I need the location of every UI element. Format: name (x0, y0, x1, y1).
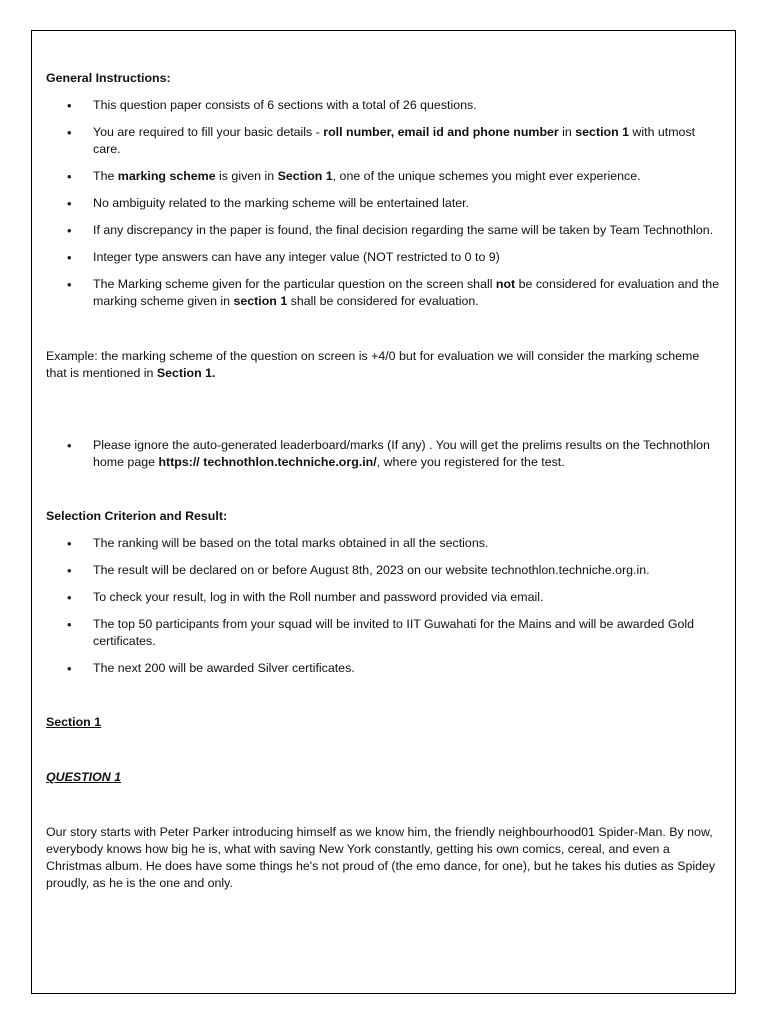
general-instructions-list (46, 97, 722, 310)
list-item: • The marking scheme is given in Section 1, one of the unique schemes you might ever experience. (46, 168, 722, 185)
list-item: • The next 200 will be awarded Silver certificates. (46, 660, 722, 677)
list-item: • Please ignore the auto-generated leaderboard/marks (If any) . You will get the prelims results on the Technothlon home page https:// technothlon.techniche.org.in/, where you registered for the test. (46, 437, 722, 471)
list-item: • Integer type answers can have any integer value (NOT restricted to 0 to 9) (46, 249, 722, 266)
ignore-list (46, 437, 722, 471)
list-item: • The Marking scheme given for the particular question on the screen shall not be considered for evaluation and the marking scheme given in section 1 shall be considered for evaluation. (46, 276, 722, 310)
question-1-title: QUESTION 1 (46, 770, 122, 784)
list-item: • This question paper consists of 6 sections with a total of 26 questions. (46, 97, 722, 114)
list-item: • No ambiguity related to the marking scheme will be entertained later. (46, 195, 722, 212)
section-1-title: Section 1 (46, 715, 102, 729)
list-item: • The result will be declared on or before August 8th, 2023 on our website technothlon.techniche.org.in. (46, 562, 722, 579)
selection-list (46, 535, 722, 677)
question-1-text: Our story starts with Peter Parker introducing himself as we know him, the friendly neighbourhood01 Spider-Man. By now, everybody knows how big he is, what with saving New York constantly, getting his own comics, cereal, and even a Christmas album. He does have some things he's not proud of (the emo dance, for one), but he takes his duties as Spidey proudly, as he is the one and only. (46, 825, 716, 890)
document-body (46, 70, 722, 892)
list-item: • To check your result, log in with the Roll number and password provided via email. (46, 589, 722, 606)
list-item: • If any discrepancy in the paper is found, the final decision regarding the same will be taken by Team Technothlon. (46, 222, 722, 239)
list-item: • You are required to fill your basic details - roll number, email id and phone number in section 1 with utmost care. (46, 124, 722, 158)
example-paragraph: Example: the marking scheme of the question on screen is +4/0 but for evaluation we will consider the marking scheme that is mentioned in Section 1. (46, 349, 700, 380)
selection-criterion-heading: Selection Criterion and Result: (46, 509, 228, 523)
home-page-url: https:// technothlon.techniche.org.in/ (158, 455, 377, 469)
list-item: • The ranking will be based on the total marks obtained in all the sections. (46, 535, 722, 552)
list-item: • The top 50 participants from your squad will be invited to IIT Guwahati for the Mains and will be awarded Gold certificates. (46, 616, 722, 650)
general-instructions-heading: General Instructions: (46, 71, 171, 85)
